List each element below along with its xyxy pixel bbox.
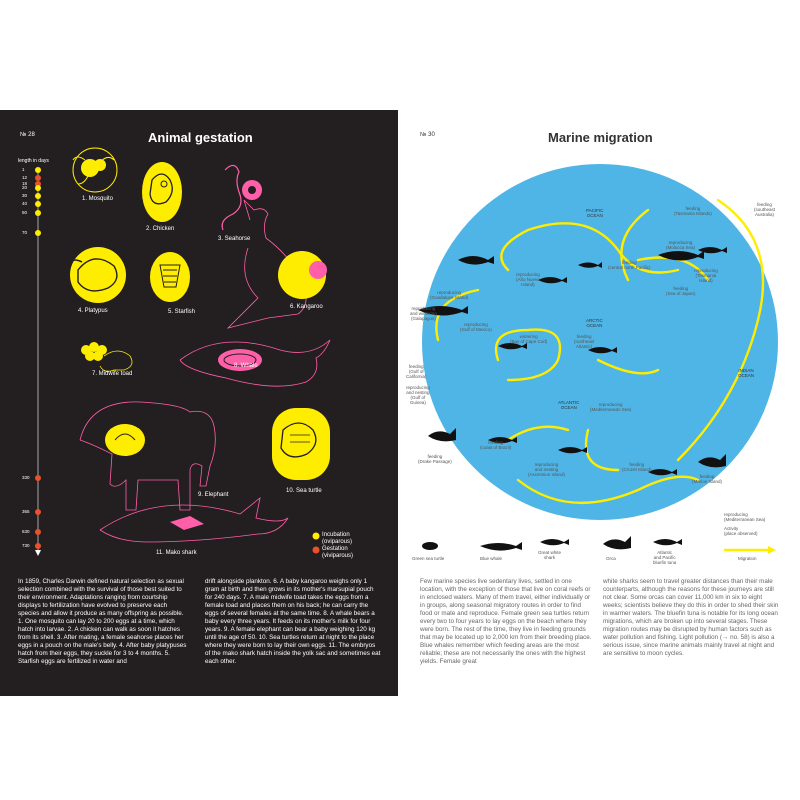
place-label: reproducing (Año Nuevo Island) [516, 272, 540, 287]
place-label: feeding (Drake Passage) [418, 454, 452, 464]
place-label: reproducing (Mediterranean Sea) [590, 402, 632, 412]
left-body-col2: drift alongside plankton. 6. A baby kangaroo weighs only 1 gram at birth and then grows in its mother's marsupial pouch for 240 days. 7. A male midwife toad takes the eggs from a female toad and places them on his back; he can carry the eggs of several females at the same time. 8. A whale bears a baby every three years. It feeds on its mother's milk for four years. 9. A female elephant can bear a baby weighing 120 kg until the age of 50. 10. Sea turtles return at night to the place where they were born to lay their own eggs. 11. The embryos of the mako shark hatch inside the yolk sac and sometimes eat each other. [205, 578, 381, 665]
label-whale: 8. Whale [234, 363, 258, 369]
legend-orca: Orca [606, 556, 616, 561]
chicken-egg-icon [142, 162, 182, 222]
timeline-marker [35, 167, 41, 173]
starfish-egg-icon [150, 252, 190, 302]
ocean-label: INDIAN OCEAN [738, 368, 755, 378]
ocean-label: ARCTIC OCEAN [586, 318, 603, 328]
timeline-tick: 40 [22, 201, 28, 206]
timeline-marker [35, 230, 41, 236]
legend-green-turtle: Green sea turtle [412, 556, 445, 561]
legend-great-white: Great white shark [538, 550, 562, 560]
label-starfish: 5. Starfish [168, 309, 196, 315]
timeline-tick: 30 [22, 193, 28, 198]
legend-migration: Migration [738, 556, 757, 561]
place-label: feeding (southeast Australia) [754, 202, 776, 217]
left-page [0, 110, 398, 696]
place-label: feeding (central north Pacific) [608, 260, 651, 270]
timeline-tick: 50 [22, 210, 28, 215]
right-body-col2: white sharks seem to travel greater distances than their male counterparts, although the reasons for these journeys are still not clear. Some orcas can cover 11,000 km in six to eight weeks; scientists believe they do this in order to shed their skin in warmer waters. The bluefin tuna is notable for its long ocean migrations, which are broken up into several stages. These migration routes may be disrupted by human factors such as water pollution and fishing. Light pollution (→ no. 58) is also a serious issue, since marine animals mainly travel at night and are sensitive to moon cycles. [603, 578, 779, 657]
label-seahorse: 3. Seahorse [218, 236, 251, 242]
place-label: reproducing and wintering (Galapagos) [410, 306, 437, 321]
timeline-marker [35, 185, 41, 191]
elephant-icon [80, 402, 215, 510]
legend-bluefin-tuna: Atlantic and Pacific bluefin tuna [653, 550, 677, 565]
place-label: reproducing (Gulf of Mexico) [460, 322, 492, 332]
place-label: feeding (coast of Brazil) [480, 440, 512, 450]
timeline-tick: 12 [22, 175, 28, 180]
legend-incubation: Incubation (oviparous) [322, 532, 353, 545]
timeline-marker [35, 175, 41, 181]
timeline-tick: 70 [22, 230, 28, 235]
legend-blue-whale: Blue whale [480, 556, 503, 561]
midwife-toad-icon [81, 342, 132, 371]
mako-shark-icon [100, 498, 288, 542]
place-label: reproducing (Molucca Sea) [666, 240, 696, 250]
timeline-marker [35, 543, 41, 549]
label-elephant: 9. Elephant [198, 492, 229, 498]
legend-activity: Activity (place observed) [724, 526, 758, 536]
timeline-tick: 630 [22, 529, 30, 534]
timeline-marker [35, 201, 41, 207]
label-chicken: 2. Chicken [146, 226, 175, 232]
ocean-label: PACIFIC OCEAN [586, 208, 604, 218]
place-label: feeding (Sea of Japan) [666, 286, 696, 296]
place-label: reproducing and nesting (Ascension Island) [528, 462, 566, 477]
place-label: reproducing and nesting (Gulf of Guinea) [406, 385, 430, 405]
timeline-tick: 365 [22, 509, 30, 514]
timeline-tick: 1 [22, 167, 25, 172]
incubation-dot [313, 533, 320, 540]
place-label: reproducing (Guadalupe Island) [430, 290, 469, 300]
timeline-tick: 20 [22, 185, 28, 190]
right-page-title: Marine migration [548, 130, 653, 145]
timeline-marker [35, 509, 41, 515]
place-label: reproducing (Tasmania Island) [694, 268, 718, 283]
timeline-tick: 330 [22, 475, 30, 480]
legend-activity-example: reproducing (Mediterranean Sea) [724, 512, 766, 522]
seahorse-icon [222, 165, 262, 230]
label-mosquito: 1. Mosquito [82, 196, 114, 202]
mosquito-icon [73, 148, 117, 192]
timeline-tick: 18 [22, 181, 28, 186]
place-label: feeding (Marion Island) [692, 474, 723, 484]
timeline-marker [35, 475, 41, 481]
axis-label: length in days [18, 158, 49, 164]
label-sea-turtle: 10. Sea turtle [286, 488, 322, 494]
label-platypus: 4. Platypus [78, 308, 108, 314]
left-body-col1: In 1859, Charles Darwin defined natural selection as sexual selection combined with the survival of those best suited to their environment. Adaptations ranging from courtship displays to fertilization have evolved to preserve each species and allow it produce as many offspring as possible. 1. One mosquito can lay 20 to 200 eggs at a time, which hatch into larvae. 2. A chicken can walk as soon it hatches from its shell. 3. After mating, a female seahorse places her eggs in a pouch on the male's belly. 4. After baby platypuses hatch from their eggs, they suckle for 3 to 4 months. 5. Starfish eggs are fertilized in water and [18, 578, 187, 665]
timeline-marker [35, 529, 41, 535]
label-mako-shark: 11. Mako shark [156, 550, 197, 556]
left-page-number: № 28 [20, 132, 35, 138]
place-label: feeding (Gulf of California) [406, 364, 427, 379]
left-page-title: Animal gestation [148, 130, 253, 145]
platypus-egg-icon [70, 247, 126, 303]
legend-gestation: Gestation (viviparous) [322, 546, 354, 559]
timeline-tick: 730 [22, 543, 30, 548]
label-midwife-toad: 7. Midwife toad [92, 371, 133, 377]
place-label: wintering (Bay of Cape Cod) [510, 334, 548, 344]
right-page-number: № 30 [420, 132, 435, 138]
label-kangaroo: 6. Kangaroo [290, 304, 323, 310]
gestation-dot [313, 547, 320, 554]
sea-turtle-egg-icon [272, 408, 330, 480]
ocean-label: ATLANTIC OCEAN [558, 400, 580, 410]
timeline-marker [35, 193, 41, 199]
legend-icons [422, 536, 682, 551]
place-label: feeding (Crozet Island) [622, 462, 652, 472]
right-body-col1: Few marine species live sedentary lives, settled in one location, with the exception of those that live on coral reefs or in enclosed waters. Many of them travel, either individually or in groups, along seasonal migratory routes in order to find food or mate and reproduce. Female green sea turtles return every two to four years to lay eggs on the beach where they were born. The rest of the time, they live in feeding grounds that may be located up to 2,000 km from their breeding place. Blue whales remember which feeding areas are the most reliable; these are not necessarily the ones with the highest yields. Female great [420, 578, 592, 665]
place-label: feeding (northeast Atlantic) [574, 334, 595, 349]
timeline-marker [35, 210, 41, 216]
right-page [398, 110, 800, 696]
place-label: feeding (Tasmania Islands) [674, 206, 712, 216]
